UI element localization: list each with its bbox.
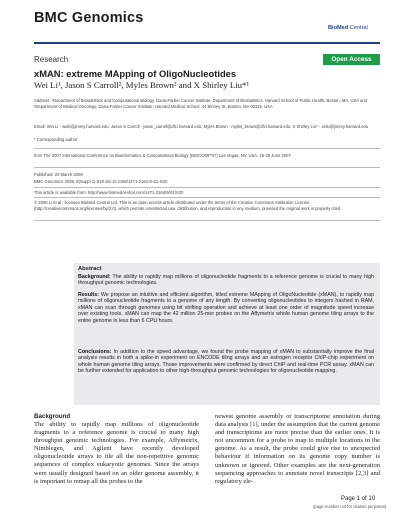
paper-title: xMAN: extreme MApping of OligoNucleotides xyxy=(34,68,237,79)
open-access-badge: Open Access xyxy=(323,54,380,65)
divider xyxy=(34,167,380,168)
abstract-conclusions-label: Conclusions: xyxy=(78,349,112,355)
section-heading-background: Background xyxy=(34,413,71,420)
abstract-box xyxy=(74,263,380,405)
divider xyxy=(34,197,380,198)
affiliations: Address: ¹Department of Biostatistics and Computational Biology, Dana-Farber Cancer Institute; Department of Biostatistics, Harvard School of Public Health, Boston, MA, USA and ²Department of Medical Oncology, Dana-Farber Cancer Institute; Harvard Medical School, 44 Binney St, Boston, MA 02115, USA xyxy=(34,98,367,109)
publisher-logo-bold: BioMed xyxy=(328,25,349,31)
published-date: Published: 20 March 2008 xyxy=(34,172,83,177)
abstract-background-label: Background: xyxy=(78,274,111,280)
conference-note: from The 2007 International Conference on Bioinformatics & Computational Biology (BIOCOMP'07) Las Vegas, NV, USA. 25-28 June 2007 xyxy=(34,153,291,158)
divider xyxy=(34,148,380,149)
article-url[interactable]: This article is available from: http://www.biomedcentral.com/1471-2164/9/S1/S20 xyxy=(34,190,184,195)
divider xyxy=(34,220,380,221)
journal-title: BMC Genomics xyxy=(34,10,144,26)
section-label: Research xyxy=(34,55,69,64)
citation: BMC Genomics 2008, 9(Suppl 1):S20 doi:10.1186/1471-2164-9-S1-S20 xyxy=(34,179,168,184)
divider xyxy=(34,187,380,188)
corresponding-author-note: * Corresponding author xyxy=(34,137,78,142)
abstract-conclusions xyxy=(78,349,374,375)
publisher-logo xyxy=(328,25,368,31)
copyright-notice: © 2008 Li et al.; licensee BioMed Central Ltd. This is an open access article distributed under the terms of the Creative Commons Attribution License (http://creativecommons.org/licenses/by/2.0), which permits unrestricted use, distribution, and reproduction in any medium, provided the original work is properly cited. xyxy=(34,200,342,211)
abstract-heading: Abstract xyxy=(78,266,102,272)
page-number: Page 1 of 10 xyxy=(341,496,376,502)
abstract-background xyxy=(78,274,374,287)
abstract-background-text: The ability to rapidly map millions of oligonucleotide fragments to a reference genome is crucial to many high throughput genomic technologies. xyxy=(78,274,374,287)
abstract-results-label: Results: xyxy=(78,292,99,298)
abstract-conclusions-text: In addition to the speed advantage, we found the probe mapping of xMAN to substantially improve the final analysis results in both a spike-in experiment on ENCODE tiling arrays and an estrogen receptor ChIP-chip experiment on whole human genome tiling arrays. Those improvements were confirmed by direct ChIP and real-time PCR assay. xMAN can be further extended for application to other high-throughput genomic technologies for oligonucleotide mapping. xyxy=(78,349,374,375)
author-list: Wei Li¹, Jason S Carroll², Myles Brown² and X Shirley Liu*¹ xyxy=(34,80,250,90)
abstract-results-text: We propose an intuitive and efficient algorithm, titled extreme MApping of OligoNucleotide (xMAN), to rapidly map millions of oligonucleotide fragments to a genome of any length. By converting oligonucleotides to integers hashed in RAM, xMAN can scan through genomes using bit shifting operation and achieve at least one order of magnitude speed increase over existing tools. xMAN can map the 42 million 25-mer probes on the Affymetrix whole human genome tiling arrays to the entire genome in less than 6 CPU hours. xyxy=(78,292,374,324)
body-column-right: newest genome assembly or transcriptome annotation during data analysis [1], under the assumption that the current genome and transcriptome are more precise than the earlier ones. It is not uncommon for a probe to map to multiple locations in the genome. As a result, the probe could give rise to unexpected behaviour if information on its genome copy number is unknown or ignored. Other examples are the next-generation sequencing approaches to annotate novel transcripts [2,3] and regulatory ele- xyxy=(215,413,380,485)
publisher-logo-rest: Central xyxy=(348,25,368,31)
header-rule xyxy=(34,42,380,44)
author-emails: Email: Wei Li - weili@jimmy.harvard.edu; Jason S Carroll - jason_carroll@dfci.harvard.edu; Myles Brown - myles_brown@dfci.harvard.edu; X Shirley Liu* - xsliu@jimmy.harvard.edu xyxy=(34,124,369,129)
body-column-left: The ability to rapidly map millions of oligonucleotide fragments to a reference genome is crucial to many high throughput genomic technologies. For example, Affymetrix, Nimblegen, and Agilent have recently developed oligonucleotide arrays to tile all the non-repetitive genomic sequences of complex eukaryotic genomes. Since the arrays were usually designed based on an older genome assembly, it is important to remap all the probes to the xyxy=(34,421,199,485)
page-number-note: (page number not for citation purposes) xyxy=(313,504,387,509)
abstract-results xyxy=(78,292,374,324)
